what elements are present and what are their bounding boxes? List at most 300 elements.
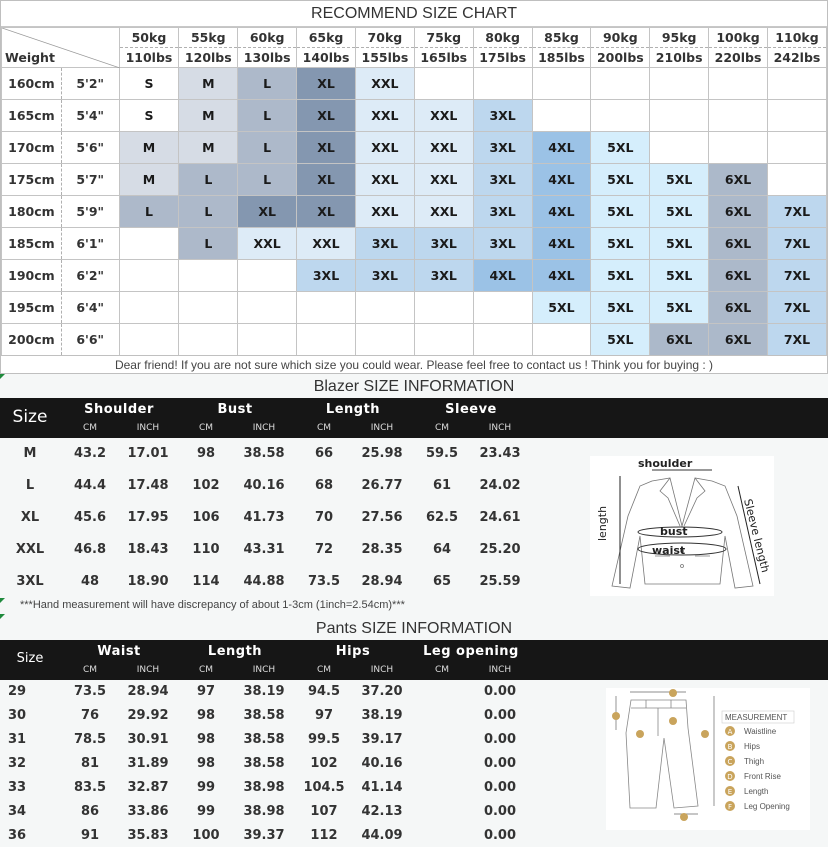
size-cell: 3XL [297, 260, 356, 292]
measurement-value: 38.58 [243, 732, 285, 747]
size-cell [767, 68, 826, 100]
measurement-value: 38.58 [243, 446, 285, 461]
size-cell: 5XL [591, 228, 650, 260]
size-cell: 5XL [532, 292, 591, 324]
svg-text:C: C [727, 758, 733, 766]
measurement-value: 28.35 [361, 542, 403, 557]
svg-text:Waistline: Waistline [744, 727, 777, 736]
measurement-value: 45.6 [73, 510, 107, 525]
measurement-value: 23.43 [479, 446, 521, 461]
blazer-section-title: Blazer SIZE INFORMATION [313, 378, 515, 395]
weight-kg-header: 50kg [119, 28, 179, 48]
measurement-value: 98 [196, 756, 216, 771]
size-label: 29 [8, 684, 27, 699]
size-cell [119, 324, 179, 356]
height-cm: 195cm [2, 292, 62, 324]
measurement-value: 114 [192, 574, 220, 589]
measurement-value: 104.5 [303, 780, 345, 795]
weight-lbs-header: 110lbs [119, 48, 179, 68]
size-cell: L [179, 164, 238, 196]
unit-header: INCH [488, 423, 512, 433]
size-cell: M [179, 132, 238, 164]
size-cell: S [119, 100, 179, 132]
size-row [0, 756, 560, 774]
size-cell [650, 68, 709, 100]
size-label: 34 [8, 804, 27, 819]
size-cell [473, 324, 532, 356]
measurement-value: 0.00 [483, 684, 517, 699]
height-cm: 170cm [2, 132, 62, 164]
measurement-value: 25.59 [479, 574, 521, 589]
measurement-value: 102 [192, 478, 220, 493]
svg-text:B: B [727, 743, 733, 751]
weight-kg-header: 85kg [532, 28, 591, 48]
pants-header-band [0, 640, 828, 680]
svg-text:MEASUREMENT: MEASUREMENT [725, 713, 788, 722]
size-cell [355, 292, 414, 324]
measurement-value: 97 [196, 684, 216, 699]
measurement-value: 98 [196, 446, 216, 461]
svg-text:Hips: Hips [744, 742, 761, 751]
size-cell: XL [297, 132, 356, 164]
size-label: 30 [8, 708, 27, 723]
measurement-value: 59.5 [425, 446, 459, 461]
measurement-group-header: Sleeve [445, 402, 497, 417]
measurement-value: 35.83 [127, 828, 169, 843]
unit-header: INCH [136, 423, 160, 433]
size-cell: 6XL [650, 324, 709, 356]
size-cell: L [238, 68, 297, 100]
measurement-value: 41.14 [361, 780, 403, 795]
recommend-size-table [1, 27, 827, 356]
size-cell: 3XL [473, 228, 532, 260]
recommend-note: Dear friend! If you are not sure which size you could wear. Please feel free to contact us ! Think you for buying : ) [1, 355, 827, 374]
size-label: 33 [8, 780, 27, 795]
size-cell [709, 68, 768, 100]
weight-label: Weight [5, 50, 55, 65]
svg-text:A: A [727, 728, 733, 736]
size-cell: M [119, 132, 179, 164]
size-label: 36 [8, 828, 27, 843]
measurement-value: 24.61 [479, 510, 521, 525]
size-label: 3XL [16, 574, 44, 589]
measurement-value: 62.5 [425, 510, 459, 525]
measurement-value: 40.16 [243, 478, 285, 493]
size-cell: 3XL [473, 132, 532, 164]
size-cell: 4XL [532, 196, 591, 228]
measurement-value: 18.90 [127, 574, 169, 589]
height-ft: 5'4" [61, 100, 119, 132]
measurement-value: 66 [314, 446, 334, 461]
size-cell [119, 292, 179, 324]
size-cell [591, 100, 650, 132]
size-cell: XXL [414, 132, 473, 164]
height-row [2, 68, 827, 100]
measurement-value: 68 [314, 478, 334, 493]
measurement-value: 38.19 [243, 684, 285, 699]
size-cell: XL [297, 68, 356, 100]
height-ft: 6'6" [61, 324, 119, 356]
measurement-value: 33.86 [127, 804, 169, 819]
size-cell: 6XL [709, 196, 768, 228]
size-cell: 3XL [414, 260, 473, 292]
svg-text:length: length [596, 505, 609, 541]
size-cell: XXL [414, 100, 473, 132]
size-cell [414, 68, 473, 100]
measurement-value: 41.73 [243, 510, 285, 525]
measurement-value: 43.31 [243, 542, 285, 557]
measurement-value: 17.01 [127, 446, 169, 461]
size-cell: XXL [414, 164, 473, 196]
measurement-value: 97 [314, 708, 334, 723]
pants-outline-icon [606, 688, 810, 830]
size-cell: 6XL [709, 164, 768, 196]
weight-lbs-header: 140lbs [297, 48, 356, 68]
size-cell: 6XL [709, 292, 768, 324]
measurement-value: 0.00 [483, 780, 517, 795]
size-label: XL [20, 510, 40, 525]
measurement-value: 38.19 [361, 708, 403, 723]
size-cell: 5XL [591, 324, 650, 356]
measurement-value: 107 [310, 804, 338, 819]
measurement-value: 32.87 [127, 780, 169, 795]
size-cell: XXL [355, 68, 414, 100]
height-cm: 185cm [2, 228, 62, 260]
measurement-value: 31.89 [127, 756, 169, 771]
height-row [2, 292, 827, 324]
weight-lbs-header: 242lbs [767, 48, 826, 68]
measurement-value: 72 [314, 542, 334, 557]
size-cell: 4XL [532, 164, 591, 196]
size-cell: L [238, 132, 297, 164]
measurement-group-header: Hips [335, 644, 371, 659]
size-cell: 3XL [473, 100, 532, 132]
svg-text:D: D [727, 773, 733, 781]
size-row [0, 780, 560, 798]
size-cell [591, 68, 650, 100]
measurement-value: 99.5 [307, 732, 341, 747]
measurement-value: 43.2 [73, 446, 107, 461]
measurement-value: 76 [80, 708, 100, 723]
svg-text:Thigh: Thigh [744, 757, 765, 766]
measurement-value: 28.94 [127, 684, 169, 699]
size-cell: 4XL [532, 260, 591, 292]
measurement-group-header: Bust [217, 402, 253, 417]
size-cell: L [238, 100, 297, 132]
size-cell: 7XL [767, 260, 826, 292]
size-cell: XL [238, 196, 297, 228]
size-cell: XL [297, 100, 356, 132]
unit-header: CM [198, 423, 214, 433]
svg-text:Front Rise: Front Rise [744, 772, 781, 781]
size-cell: 5XL [650, 196, 709, 228]
unit-header: INCH [252, 665, 276, 675]
weight-lbs-header: 165lbs [414, 48, 473, 68]
size-label: L [25, 478, 35, 493]
height-cm: 165cm [2, 100, 62, 132]
size-cell [119, 260, 179, 292]
unit-header: CM [198, 665, 214, 675]
size-cell [767, 100, 826, 132]
svg-text:waist: waist [652, 544, 686, 557]
size-cell [650, 100, 709, 132]
size-row [0, 478, 560, 496]
size-cell: M [179, 100, 238, 132]
measurement-value: 99 [196, 804, 216, 819]
height-row [2, 228, 827, 260]
weight-kg-header: 95kg [650, 28, 709, 48]
size-cell [414, 324, 473, 356]
weight-lbs-header: 130lbs [238, 48, 297, 68]
size-row [0, 574, 560, 592]
size-cell: 5XL [650, 228, 709, 260]
size-cell: 4XL [473, 260, 532, 292]
size-cell: XL [297, 164, 356, 196]
size-cell [238, 292, 297, 324]
size-row [0, 732, 560, 750]
measurement-value: 99 [196, 780, 216, 795]
size-cell: 5XL [650, 292, 709, 324]
unit-header: CM [434, 665, 450, 675]
weight-kg-header: 55kg [179, 28, 238, 48]
recommend-chart-title: RECOMMEND SIZE CHART [1, 1, 827, 27]
measurement-value: 0.00 [483, 804, 517, 819]
unit-header: CM [82, 665, 98, 675]
measurement-value: 61 [432, 478, 452, 493]
size-cell: 4XL [532, 132, 591, 164]
size-cell: 3XL [355, 228, 414, 260]
weight-kg-header: 80kg [473, 28, 532, 48]
measurement-value: 102 [310, 756, 338, 771]
unit-header: INCH [252, 423, 276, 433]
measurement-value: 112 [310, 828, 338, 843]
size-cell [532, 68, 591, 100]
height-cm: 180cm [2, 196, 62, 228]
size-cell [297, 324, 356, 356]
height-cm: 200cm [2, 324, 62, 356]
unit-header: INCH [488, 665, 512, 675]
height-cm: 190cm [2, 260, 62, 292]
measurement-value: 70 [314, 510, 334, 525]
height-cm: 175cm [2, 164, 62, 196]
size-cell: XL [297, 196, 356, 228]
size-cell [767, 164, 826, 196]
size-cell: XXL [355, 100, 414, 132]
size-cell: 4XL [532, 228, 591, 260]
measurement-value: 46.8 [73, 542, 107, 557]
size-cell: M [179, 68, 238, 100]
unit-header: INCH [370, 665, 394, 675]
height-ft: 6'4" [61, 292, 119, 324]
recommend-size-chart [0, 0, 828, 374]
size-cell: XXL [238, 228, 297, 260]
measurement-group-header: Waist [97, 644, 141, 659]
measurement-value: 73.5 [307, 574, 341, 589]
size-cell: 5XL [591, 132, 650, 164]
measurement-group-header: Leg opening [423, 644, 519, 659]
unit-header: INCH [136, 665, 160, 675]
measurement-value: 44.4 [73, 478, 107, 493]
svg-text:shoulder: shoulder [638, 457, 693, 470]
measurement-group-header: Length [325, 402, 381, 417]
measurement-value: 94.5 [307, 684, 341, 699]
weight-lbs-header: 120lbs [179, 48, 238, 68]
measurement-value: 44.88 [243, 574, 285, 589]
measurement-value: 27.56 [361, 510, 403, 525]
unit-header: INCH [370, 423, 394, 433]
size-label: M [23, 446, 37, 461]
size-cell: 3XL [414, 228, 473, 260]
measurement-value: 48 [80, 574, 100, 589]
cell-comment-marker [0, 598, 5, 603]
size-cell: XXL [355, 132, 414, 164]
weight-lbs-header: 210lbs [650, 48, 709, 68]
measurement-value: 25.98 [361, 446, 403, 461]
measurement-value: 17.48 [127, 478, 169, 493]
weight-lbs-header: 175lbs [473, 48, 532, 68]
size-cell: 5XL [591, 196, 650, 228]
measurement-value: 110 [192, 542, 220, 557]
pants-measurement-diagram [606, 688, 810, 830]
weight-lbs-header: 155lbs [355, 48, 414, 68]
measurement-value: 83.5 [73, 780, 107, 795]
measurement-value: 37.20 [361, 684, 403, 699]
height-row [2, 324, 827, 356]
size-cell [532, 324, 591, 356]
size-cell: L [119, 196, 179, 228]
unit-header: CM [82, 423, 98, 433]
measurement-value: 91 [80, 828, 100, 843]
height-row [2, 100, 827, 132]
height-row [2, 132, 827, 164]
measurement-group-header: Shoulder [84, 402, 154, 417]
svg-text:E: E [727, 788, 733, 796]
svg-text:Length: Length [744, 787, 769, 796]
size-cell: 3XL [473, 196, 532, 228]
measurement-value: 38.98 [243, 780, 285, 795]
measurement-value: 30.91 [127, 732, 169, 747]
blazer-outline-icon [590, 456, 774, 596]
weight-kg-header: 70kg [355, 28, 414, 48]
unit-header: CM [434, 423, 450, 433]
size-cell [238, 324, 297, 356]
size-cell: 5XL [591, 292, 650, 324]
measurement-value: 98 [196, 708, 216, 723]
size-column-header: Size [16, 651, 44, 666]
measurement-value: 78.5 [73, 732, 107, 747]
measurement-value: 0.00 [483, 708, 517, 723]
height-row [2, 164, 827, 196]
size-cell: XXL [355, 164, 414, 196]
weight-corner-header [2, 28, 120, 68]
blazer-header-band [0, 398, 828, 438]
measurement-value: 98 [196, 732, 216, 747]
size-column-header: Size [12, 407, 48, 427]
weight-lbs-header: 185lbs [532, 48, 591, 68]
svg-text:Sleeve length: Sleeve length [741, 497, 772, 574]
measurement-value: 38.58 [243, 708, 285, 723]
height-row [2, 260, 827, 292]
size-cell: L [179, 228, 238, 260]
height-row [2, 196, 827, 228]
size-label: XXL [15, 542, 45, 557]
blazer-measurement-diagram [590, 456, 774, 596]
weight-lbs-header: 220lbs [709, 48, 768, 68]
measurement-discrepancy-note: ***Hand measurement will have discrepancy of about 1-3cm (1inch=2.54cm)*** [20, 599, 405, 611]
weight-kg-header: 65kg [297, 28, 356, 48]
size-cell: XXL [355, 196, 414, 228]
size-cell: 7XL [767, 292, 826, 324]
size-cell: 3XL [355, 260, 414, 292]
pants-section-title: Pants SIZE INFORMATION [315, 620, 513, 637]
measurement-value: 44.09 [361, 828, 403, 843]
measurement-value: 65 [432, 574, 452, 589]
measurement-value: 29.92 [127, 708, 169, 723]
weight-kg-header: 110kg [767, 28, 826, 48]
measurement-value: 26.77 [361, 478, 403, 493]
weight-kg-header: 60kg [238, 28, 297, 48]
size-cell: 7XL [767, 324, 826, 356]
size-row [0, 510, 560, 528]
measurement-value: 40.16 [361, 756, 403, 771]
size-cell: 5XL [650, 260, 709, 292]
size-cell [473, 292, 532, 324]
size-cell [179, 260, 238, 292]
height-ft: 6'2" [61, 260, 119, 292]
weight-kg-header: 100kg [709, 28, 768, 48]
size-row [0, 542, 560, 560]
size-cell: L [179, 196, 238, 228]
measurement-value: 0.00 [483, 756, 517, 771]
svg-text:Leg Opening: Leg Opening [744, 802, 790, 811]
height-ft: 5'2" [61, 68, 119, 100]
size-cell [473, 68, 532, 100]
measurement-value: 39.17 [361, 732, 403, 747]
height-ft: 6'1" [61, 228, 119, 260]
measurement-value: 24.02 [479, 478, 521, 493]
size-cell [709, 100, 768, 132]
measurement-value: 0.00 [483, 828, 517, 843]
measurement-value: 17.95 [127, 510, 169, 525]
height-cm: 160cm [2, 68, 62, 100]
measurement-value: 28.94 [361, 574, 403, 589]
weight-kg-header: 90kg [591, 28, 650, 48]
size-cell: XXL [414, 196, 473, 228]
size-cell [709, 132, 768, 164]
size-row [0, 804, 560, 822]
size-cell [179, 292, 238, 324]
measurement-value: 39.37 [243, 828, 285, 843]
size-cell [119, 228, 179, 260]
size-cell [179, 324, 238, 356]
size-cell: 7XL [767, 196, 826, 228]
measurement-group-header: Length [207, 644, 263, 659]
size-cell: S [119, 68, 179, 100]
size-cell [532, 100, 591, 132]
measurement-value: 38.58 [243, 756, 285, 771]
measurement-value: 100 [192, 828, 220, 843]
measurement-value: 18.43 [127, 542, 169, 557]
svg-text:F: F [727, 803, 733, 811]
size-label: 32 [8, 756, 27, 771]
size-cell [355, 324, 414, 356]
measurement-value: 0.00 [483, 732, 517, 747]
size-label: 31 [8, 732, 27, 747]
measurement-value: 81 [80, 756, 100, 771]
size-cell [767, 132, 826, 164]
size-cell: 6XL [709, 228, 768, 260]
size-cell: 7XL [767, 228, 826, 260]
